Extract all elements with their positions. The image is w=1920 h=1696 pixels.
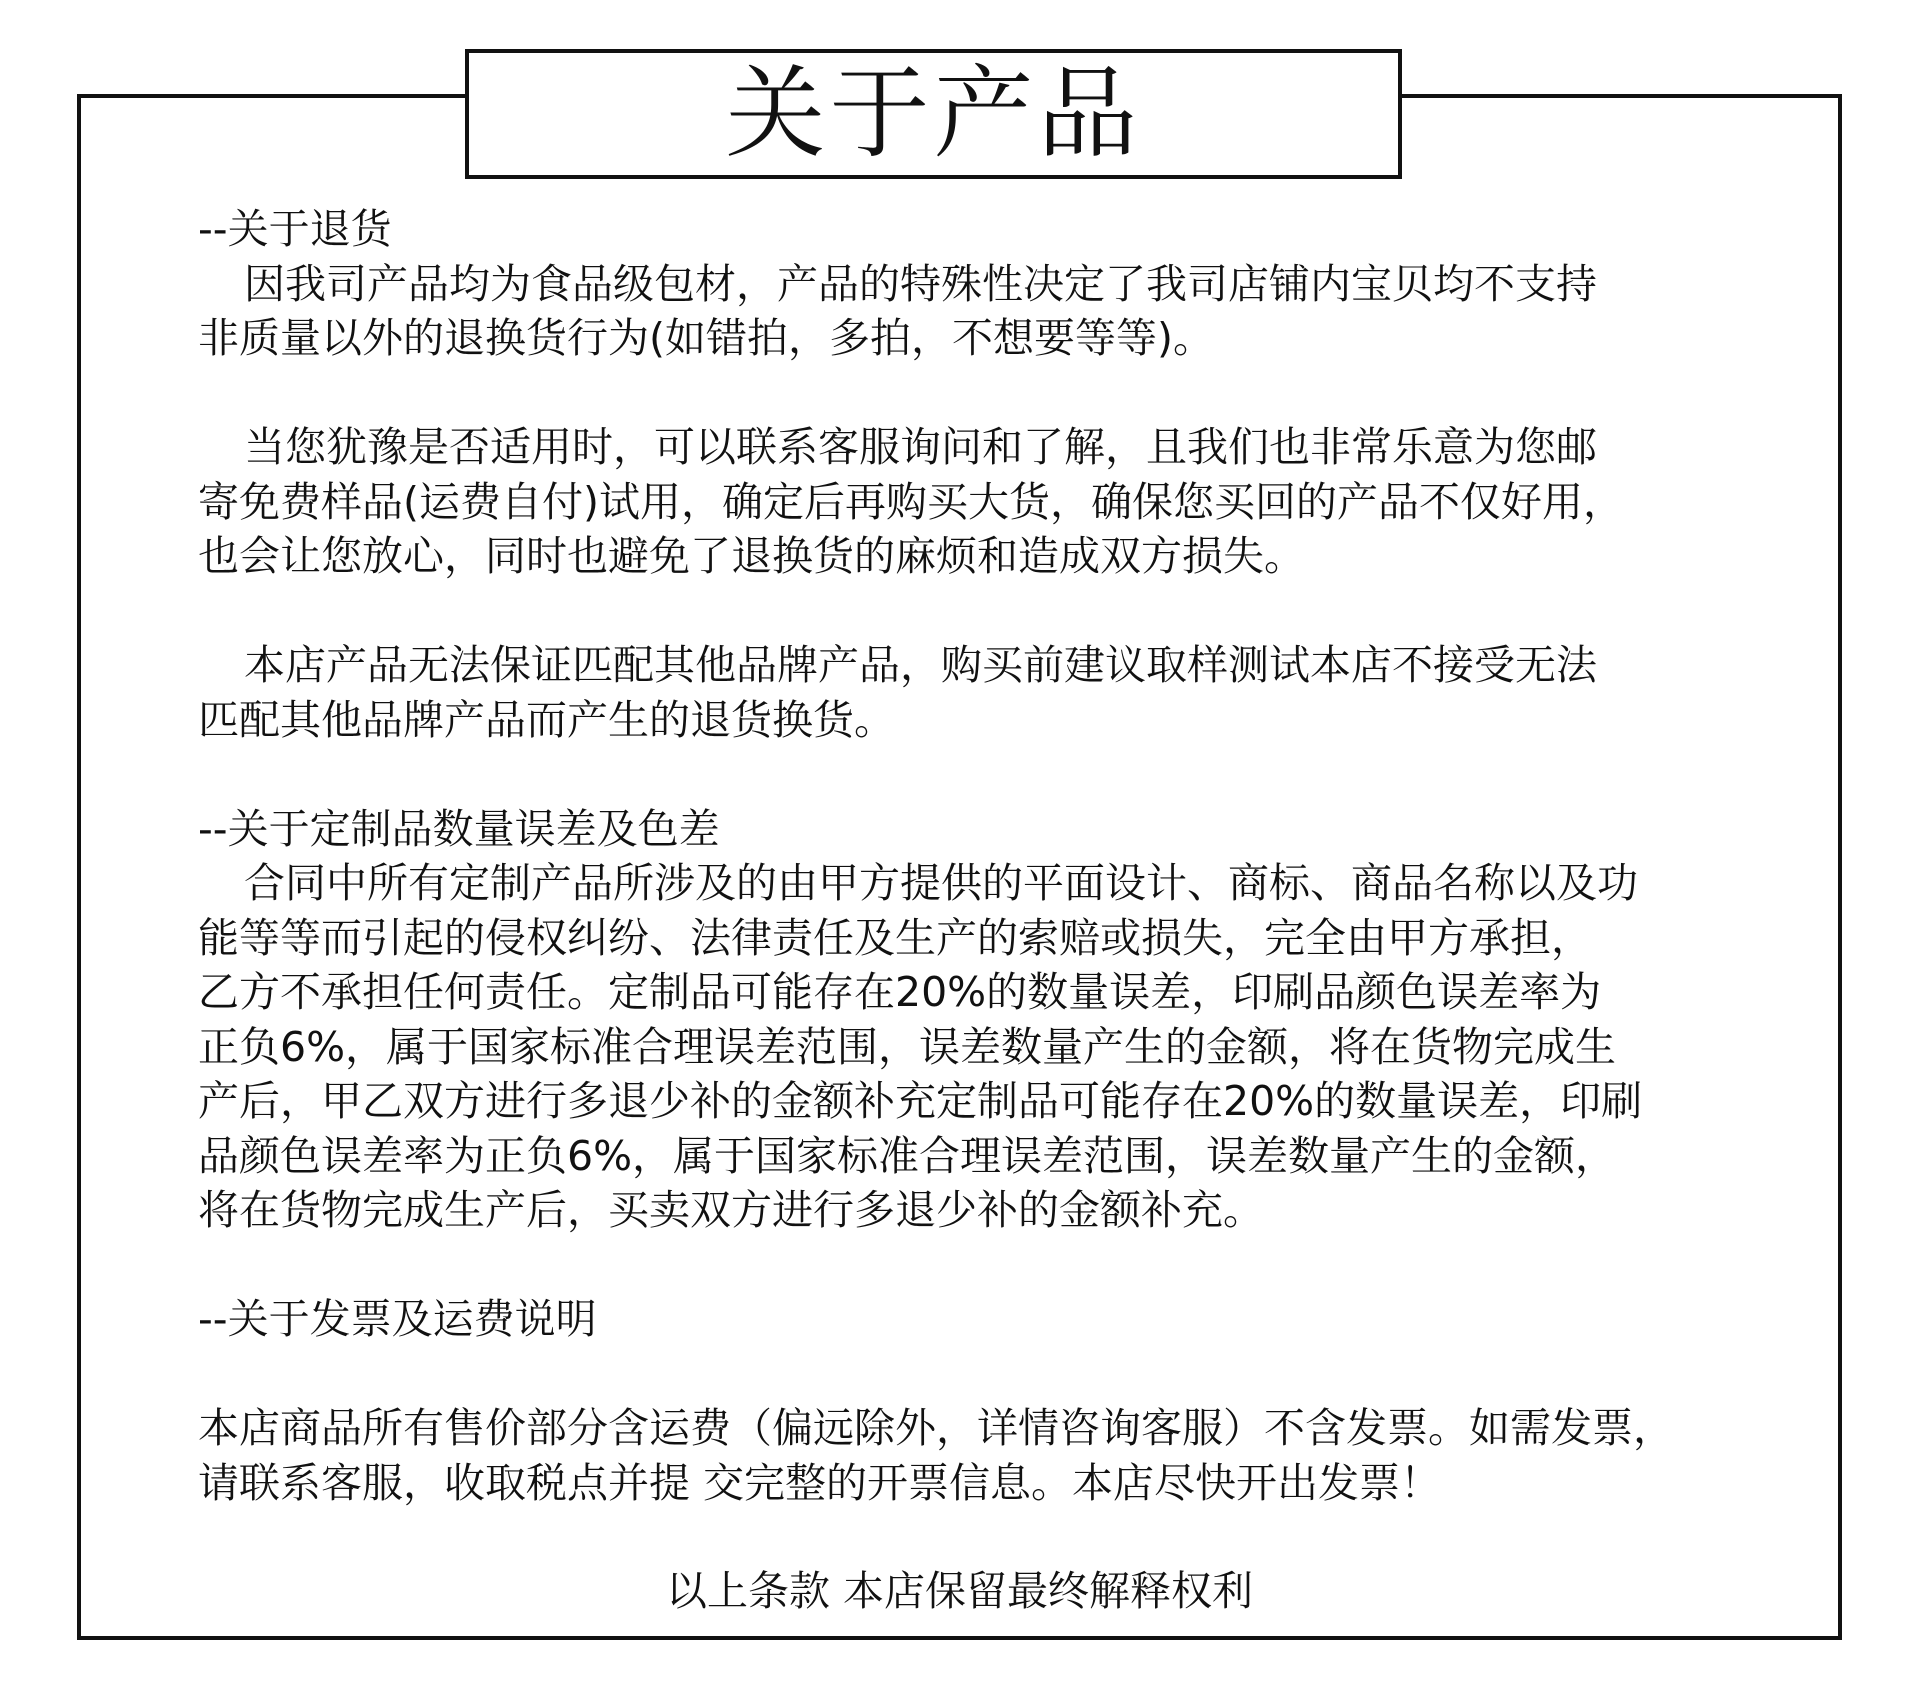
section-heading-invoice: --关于发票及运费说明 [198,1295,597,1343]
paragraph-line: 请联系客服，收取税点并提 交完整的开票信息。本店尽快开出发票！ [198,1458,1442,1507]
paragraph-line: 能等等而引起的侵权纠纷、法律责任及生产的索赔或损失，完全由甲方承担， [198,913,1592,962]
terms-content [198,202,1798,1510]
paragraph-line: 寄免费样品(运费自付)试用，确定后再购买大货，确保您买回的产品不仅好用， [198,477,1624,526]
paragraph-line: 匹配其他品牌产品而产生的退货换货。 [198,695,895,744]
paragraph-line: 也会让您放心，同时也避免了退换货的麻烦和造成双方损失。 [198,532,1305,580]
page-title: 关于产品 [725,55,1142,172]
paragraph-line: 产后，甲乙双方进行多退少补的金额补充定制品可能存在20%的数量误差，印刷 [198,1077,1643,1125]
paragraph-line: 合同中所有定制产品所涉及的由甲方提供的平面设计、商标、商品名称以及功 [244,859,1638,907]
paragraph-line: 本店产品无法保证匹配其他品牌产品，购买前建议取样测试本店不接受无法 [244,641,1597,689]
section-heading-custom: --关于定制品数量误差及色差 [198,804,720,853]
section-heading-returns: --关于退货 [198,205,392,253]
paragraph-line: 当您犹豫是否适用时，可以联系客服询问和了解，且我们也非常乐意为您邮 [244,423,1597,471]
paragraph-line: 正负6%，属于国家标准合理误差范围，误差数量产生的金额，将在货物完成生 [198,1022,1617,1071]
paragraph-line: 乙方不承担任何责任。定制品可能存在20%的数量误差，印刷品颜色误差率为 [198,968,1602,1016]
footer-note: 以上条款 本店保留最终解释权利 [665,1567,1254,1615]
paragraph-line: 品颜色误差率为正负6%，属于国家标准合理误差范围，误差数量产生的金额， [198,1131,1617,1180]
paragraph-line: 因我司产品均为食品级包材，产品的特殊性决定了我司店铺内宝贝均不支持 [244,259,1597,308]
paragraph-line: 将在货物完成生产后，买卖双方进行多退少补的金额补充。 [198,1186,1264,1234]
paragraph-line: 本店商品所有售价部分含运费（偏远除外，详情咨询客服）不含发票。如需发票， [198,1404,1674,1452]
paragraph-line: 非质量以外的退换货行为(如错拍，多拍，不想要等等)。 [198,314,1214,362]
title-box [465,49,1402,179]
